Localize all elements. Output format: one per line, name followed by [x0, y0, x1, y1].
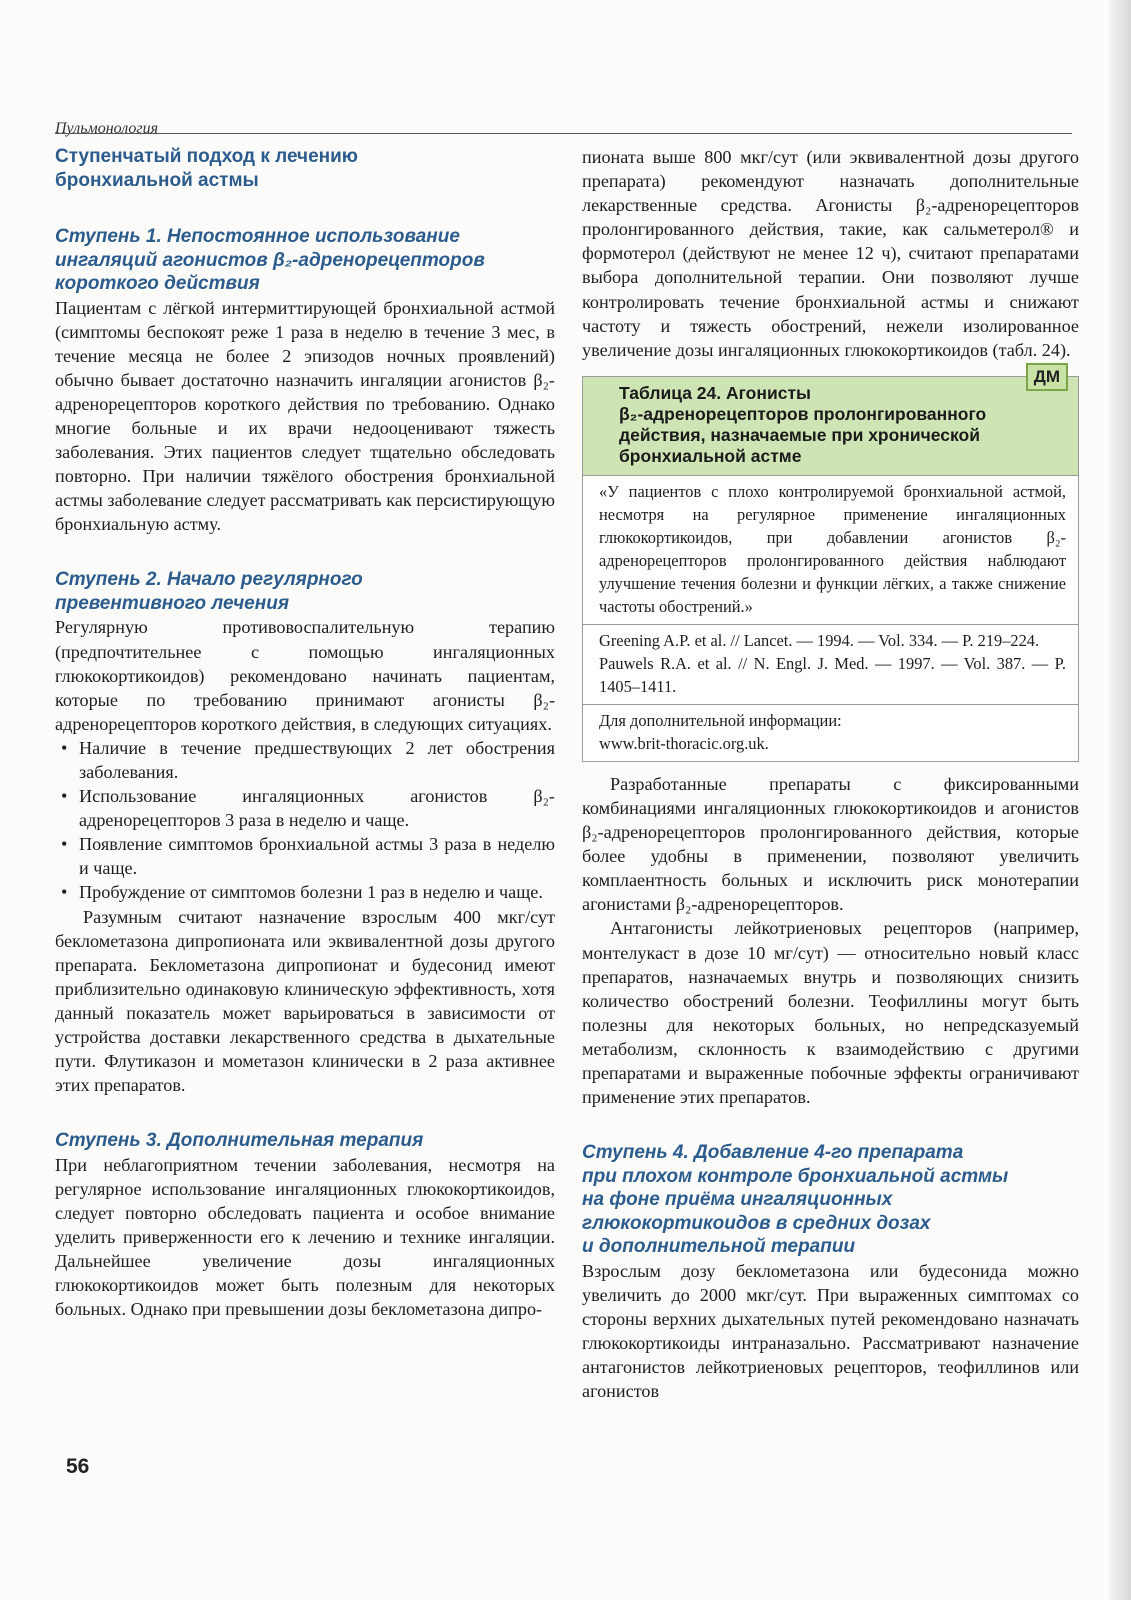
step-3-text: При неблагоприятном течении заболевания, несмотря на регулярное использование ингаляционных глюкокортикоидов, следует повторно обследовать пациента и особое внимание уделить приверженности его к лечению и технике ингаляции. Дальнейшее увеличение дозы ингаляционных глюкокортикоидов может быть полезным для некоторых больных. Однако при превышении дозы беклометазона дипро- — [55, 1154, 555, 1320]
list-item: • Наличие в течение предшествующих 2 лет обострения заболевания. — [55, 736, 555, 784]
table-title-line-2: β₂-адренорецепторов пролонгированного — [619, 403, 987, 424]
table-title-line-3: действия, назначаемые при хронической — [619, 424, 981, 445]
table-references — [583, 624, 1078, 704]
step-4-title-line-2: при плохом контроле бронхиальной астмы — [582, 1165, 1009, 1187]
step-4-title-line-5: и дополнительной терапии — [582, 1236, 856, 1258]
continued-paragraph: пионата выше 800 мкг/сут (или эквивалентной дозы другого препарата) рекомендуют назначать дополнительные лекарственные средства. Агонисты β₂-адренорецепторов пролонгированного действия, такие, как сальметерол® и формотерол (действуют не менее 12 ч), считают препаратами выбора дополнительной терапии. Они позволяют лучше контролировать течение бронхиальной астмы и снижают частоту и тяжесть обострений, нежели изолированное увеличение дозы ингаляционных глюкокортикоидов (табл. 24). — [582, 147, 1079, 360]
step-3-title: Ступень 3. Дополнительная терапия — [55, 1130, 424, 1152]
step-2-text: Регулярную противовоспалительную терапию (предпочтительнее с помощью ингаляционных глюкокортикоидов) рекомендовано начинать пациентам, которые по требованию принимают агонисты β₂-адренорецепторов короткого действия, в следующих ситуациях. — [55, 617, 555, 734]
page-number: 56 — [66, 1455, 90, 1478]
table-quote: «У пациентов с плохо контролируемой бронхиальной астмой, несмотря на регулярное применение ингаляционных глюкокортикоидов, при добавлении агонистов β₂-адренорецепторов пролонгированного действия наблюдают улучшение течения болезни и функции лёгких, а также снижение частоты обострений.» — [583, 475, 1078, 624]
paragraph-leukotriene: Антагонисты лейкотриеновых рецепторов (например, монтелукаст в дозе 10 мг/сут) — относительно новый класс препаратов, назначаемых внутрь и позволяющих снизить количество обострений болезни. Теофиллины могут быть полезны для некоторых больных, но непредсказуемый метаболизм, склонность к взаимодействию с другими препаратами и выраженные побочные эффекты ограничивают применение этих препаратов. — [582, 918, 1079, 1108]
step-1-title-line-3: короткого действия — [55, 273, 260, 294]
step-4-title — [582, 1141, 1079, 1259]
list-item: • Пробуждение от симптомов болезни 1 раз в неделю и чаще. — [55, 880, 555, 904]
table-title-line-1: Таблица 24. Агонисты — [619, 382, 811, 403]
info-url: www.brit-thoracic.org.uk. — [599, 733, 769, 753]
section-title-line-2: бронхиальной астмы — [55, 170, 259, 191]
dm-badge: ДМ — [1026, 363, 1068, 391]
step-2-text-2: Разумным считают назначение взрослым 400 мкг/сут беклометазона дипропионата или эквивалентной дозы другого препарата. Беклометазона дипропионат и будесонид имеют приблизительно одинаковую клиническую эффективность, хотя данный показатель может варьироваться в зависимости от устройства доставки лекарственного средства в дыхательные пути. Флутиказон и мометазон клинически в 2 раза активнее этих препаратов. — [55, 906, 555, 1096]
step-2-title — [55, 568, 555, 615]
step-1-text: Пациентам с лёгкой интермиттирующей бронхиальной астмой (симптомы беспокоят реже 1 раза в неделю в течение 3 мес, в течение месяца не более 2 эпизодов ночных проявлений) обычно бывает достаточно назначить ингаляции агонистов β₂-адренорецепторов короткого действия по требованию. Однако многие больные и их врачи недооценивают тяжесть заболевания. Этих пациентов следует тщательно обследовать повторно. При наличии тяжёлого обострения бронхиальной астмы заболевание следует рассматривать как персистирующую бронхиальную астму. — [55, 297, 555, 535]
step-1-title-line-2: ингаляций агонистов β₂-адренорецепторов — [55, 249, 485, 271]
list-item: • Использование ингаляционных агонистов β₂-адренорецепторов 3 раза в неделю и чаще. — [55, 784, 555, 832]
left-column — [55, 145, 555, 1321]
table-24-box — [582, 366, 1079, 762]
table-title-line-4: бронхиальной астме — [619, 445, 802, 466]
table-info — [583, 704, 1078, 761]
step-2-title-line-1: Ступень 2. Начало регулярного — [55, 569, 363, 591]
step-4-title-line-3: на фоне приёма ингаляционных — [582, 1189, 893, 1211]
reference-1: Greening A.P. et al. // Lancet. — 1994. — Vol. 334. — P. 219–224. — [599, 630, 1040, 650]
reference-2: Pauwels R.A. et al. // N. Engl. J. Med. — 1997. — Vol. 387. — P. 1405–1411. — [599, 653, 1066, 696]
step-4-text: Взрослым дозу беклометазона или будесонида можно увеличить до 2000 мкг/сут. При выраженных симптомах со стороны верхних дыхательных путей рекомендовано назначать глюкокортикоиды интраназально. Рассматривают назначение антагонистов лейкотриеновых рецепторов, теофиллинов или агонистов — [582, 1260, 1079, 1402]
table-24-title — [583, 377, 1078, 475]
info-label: Для дополнительной информации: — [599, 710, 842, 730]
header-rule — [55, 133, 1072, 134]
step-4-title-line-4: глюкокортикоидов в средних дозах — [582, 1212, 931, 1234]
paragraph-fixed-combinations: Разработанные препараты с фиксированными комбинациями ингаляционных глюкокортикоидов и агонистов β₂-адренорецепторов пролонгированного действия, которые более удобны в применении, позволяют увеличить комплаентность больных и исключить риск монотерапии агонистами β₂-адренорецепторов. — [582, 773, 1079, 915]
scan-edge-shadow — [1109, 0, 1131, 1600]
step-2-bullet-list — [55, 736, 555, 905]
right-column — [582, 145, 1079, 1403]
section-title — [55, 145, 555, 193]
running-head: Пульмонология — [55, 120, 159, 137]
step-1-title — [55, 225, 555, 296]
step-4-title-line-1: Ступень 4. Добавление 4-го препарата — [582, 1142, 964, 1164]
list-item: • Появление симптомов бронхиальной астмы 3 раза в неделю и чаще. — [55, 832, 555, 880]
section-title-line-1: Ступенчатый подход к лечению — [55, 146, 359, 167]
step-2-title-line-2: превентивного лечения — [55, 592, 290, 614]
step-1-title-line-1: Ступень 1. Непостоянное использование — [55, 226, 460, 247]
